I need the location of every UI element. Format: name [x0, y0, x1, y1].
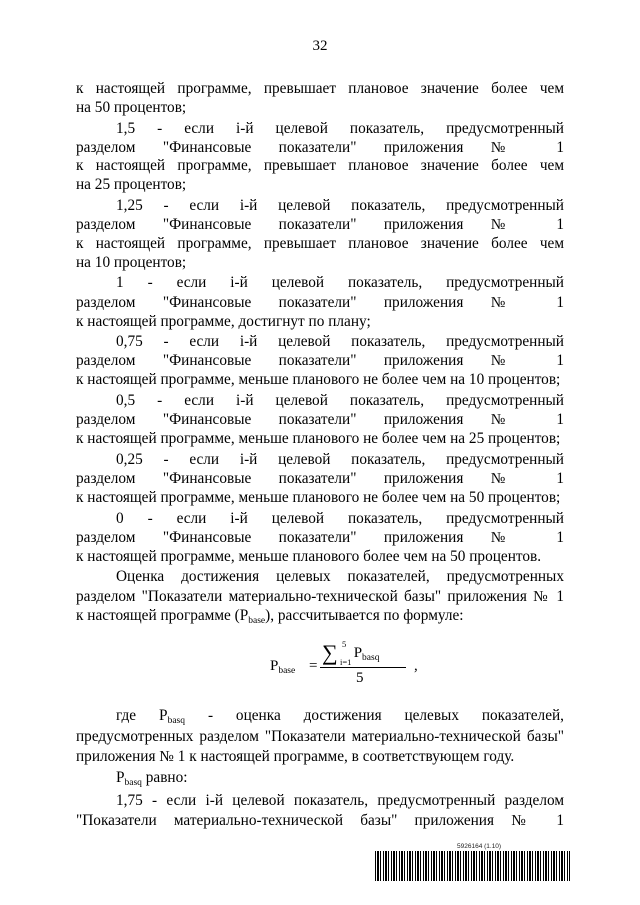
formula-lhs: $P_{base}$	[270, 658, 296, 676]
text-line: на 25 процентов;	[76, 176, 187, 193]
text-line: 1,75 - если i-й целевой показатель, предусмотренный разделом	[116, 792, 564, 809]
text-line: 1,25 - если i-й целевой показатель, предусмотренный	[116, 197, 564, 214]
sum-upper-limit: 5	[342, 639, 347, 649]
pbasq-line: $P_{basq}$ равно:	[116, 769, 188, 788]
sum-lower-limit: i=1	[340, 657, 352, 667]
text-line: предусмотренных разделом "Показатели материально-технической базы"	[76, 728, 564, 745]
formula-denominator: 5	[356, 670, 364, 686]
text-line: "Показатели материально-технической базы" приложения № 1	[76, 812, 564, 829]
text-line: разделом "Финансовые показатели" приложения № 1	[76, 352, 564, 369]
text-line: 1 - если i-й целевой показатель, предусмотренный	[116, 274, 564, 291]
text-line: к настоящей программе, достигнут по плану;	[76, 313, 371, 330]
text-line: 0 - если i-й целевой показатель, предусмотренный	[116, 510, 564, 527]
where-line: где $P_{basq}$	[116, 707, 185, 726]
text-line: приложения № 1 к настоящей программе, в соответствующем году.	[76, 748, 515, 765]
where-line-rest: - оценка достижения целевых показателей,	[208, 707, 564, 724]
text-line: 1,5 - если i-й целевой показатель, предусмотренный	[116, 120, 564, 137]
text-line: на 10 процентов;	[76, 254, 187, 271]
text-line: разделом "Финансовые показатели" приложения № 1	[76, 529, 564, 546]
formula-intro: к настоящей программе $(P_{base})$, рассчитывается по формуле:	[76, 607, 464, 626]
text-line: к настоящей программе, меньше планового не более чем на 25 процентов;	[76, 430, 561, 447]
text-line: к настоящей программе, меньше планового более чем на 50 процентов.	[76, 548, 542, 565]
text-line: к настоящей программе, меньше планового не более чем на 50 процентов;	[76, 489, 561, 506]
text-line: к настоящей программе, превышает плановое значение более чем	[76, 157, 564, 174]
sigma-symbol: ∑	[322, 640, 338, 665]
text-line: разделом "Финансовые показатели" приложения № 1	[76, 294, 564, 311]
text-line: разделом "Показатели материально-технической базы" приложения № 1	[76, 588, 564, 605]
text-line: Оценка достижения целевых показателей, предусмотренных	[116, 568, 564, 585]
text-line: разделом "Финансовые показатели" приложения № 1	[76, 470, 564, 487]
text-line: разделом "Финансовые показатели" приложения № 1	[76, 139, 564, 156]
formula-numerator: ∑ $P_{basq}$ 5 i=1	[322, 639, 380, 667]
barcode	[375, 851, 570, 881]
text-line: на 50 процентов;	[76, 99, 187, 116]
document-code: 5926164 (1.10)	[457, 843, 502, 850]
text-line: к настоящей программе, превышает плановое значение более чем	[76, 80, 564, 97]
text-line: разделом "Финансовые показатели" приложения № 1	[76, 411, 564, 428]
fraction-bar	[320, 667, 406, 668]
text-line: 0,25 - если i-й целевой показатель, предусмотренный	[116, 451, 564, 468]
text-line: 0,5 - если i-й целевой показатель, предусмотренный	[116, 392, 564, 409]
text-line: к настоящей программе, меньше планового не более чем на 10 процентов;	[76, 371, 561, 388]
text-line: к настоящей программе, превышает плановое значение более чем	[76, 235, 564, 252]
formula-comma: ,	[414, 658, 418, 674]
text-line: разделом "Финансовые показатели" приложения № 1	[76, 216, 564, 233]
page-number: 32	[312, 38, 328, 54]
formula	[270, 636, 418, 692]
text-line: 0,75 - если i-й целевой показатель, предусмотренный	[116, 333, 564, 350]
formula-equals: =	[309, 658, 318, 674]
